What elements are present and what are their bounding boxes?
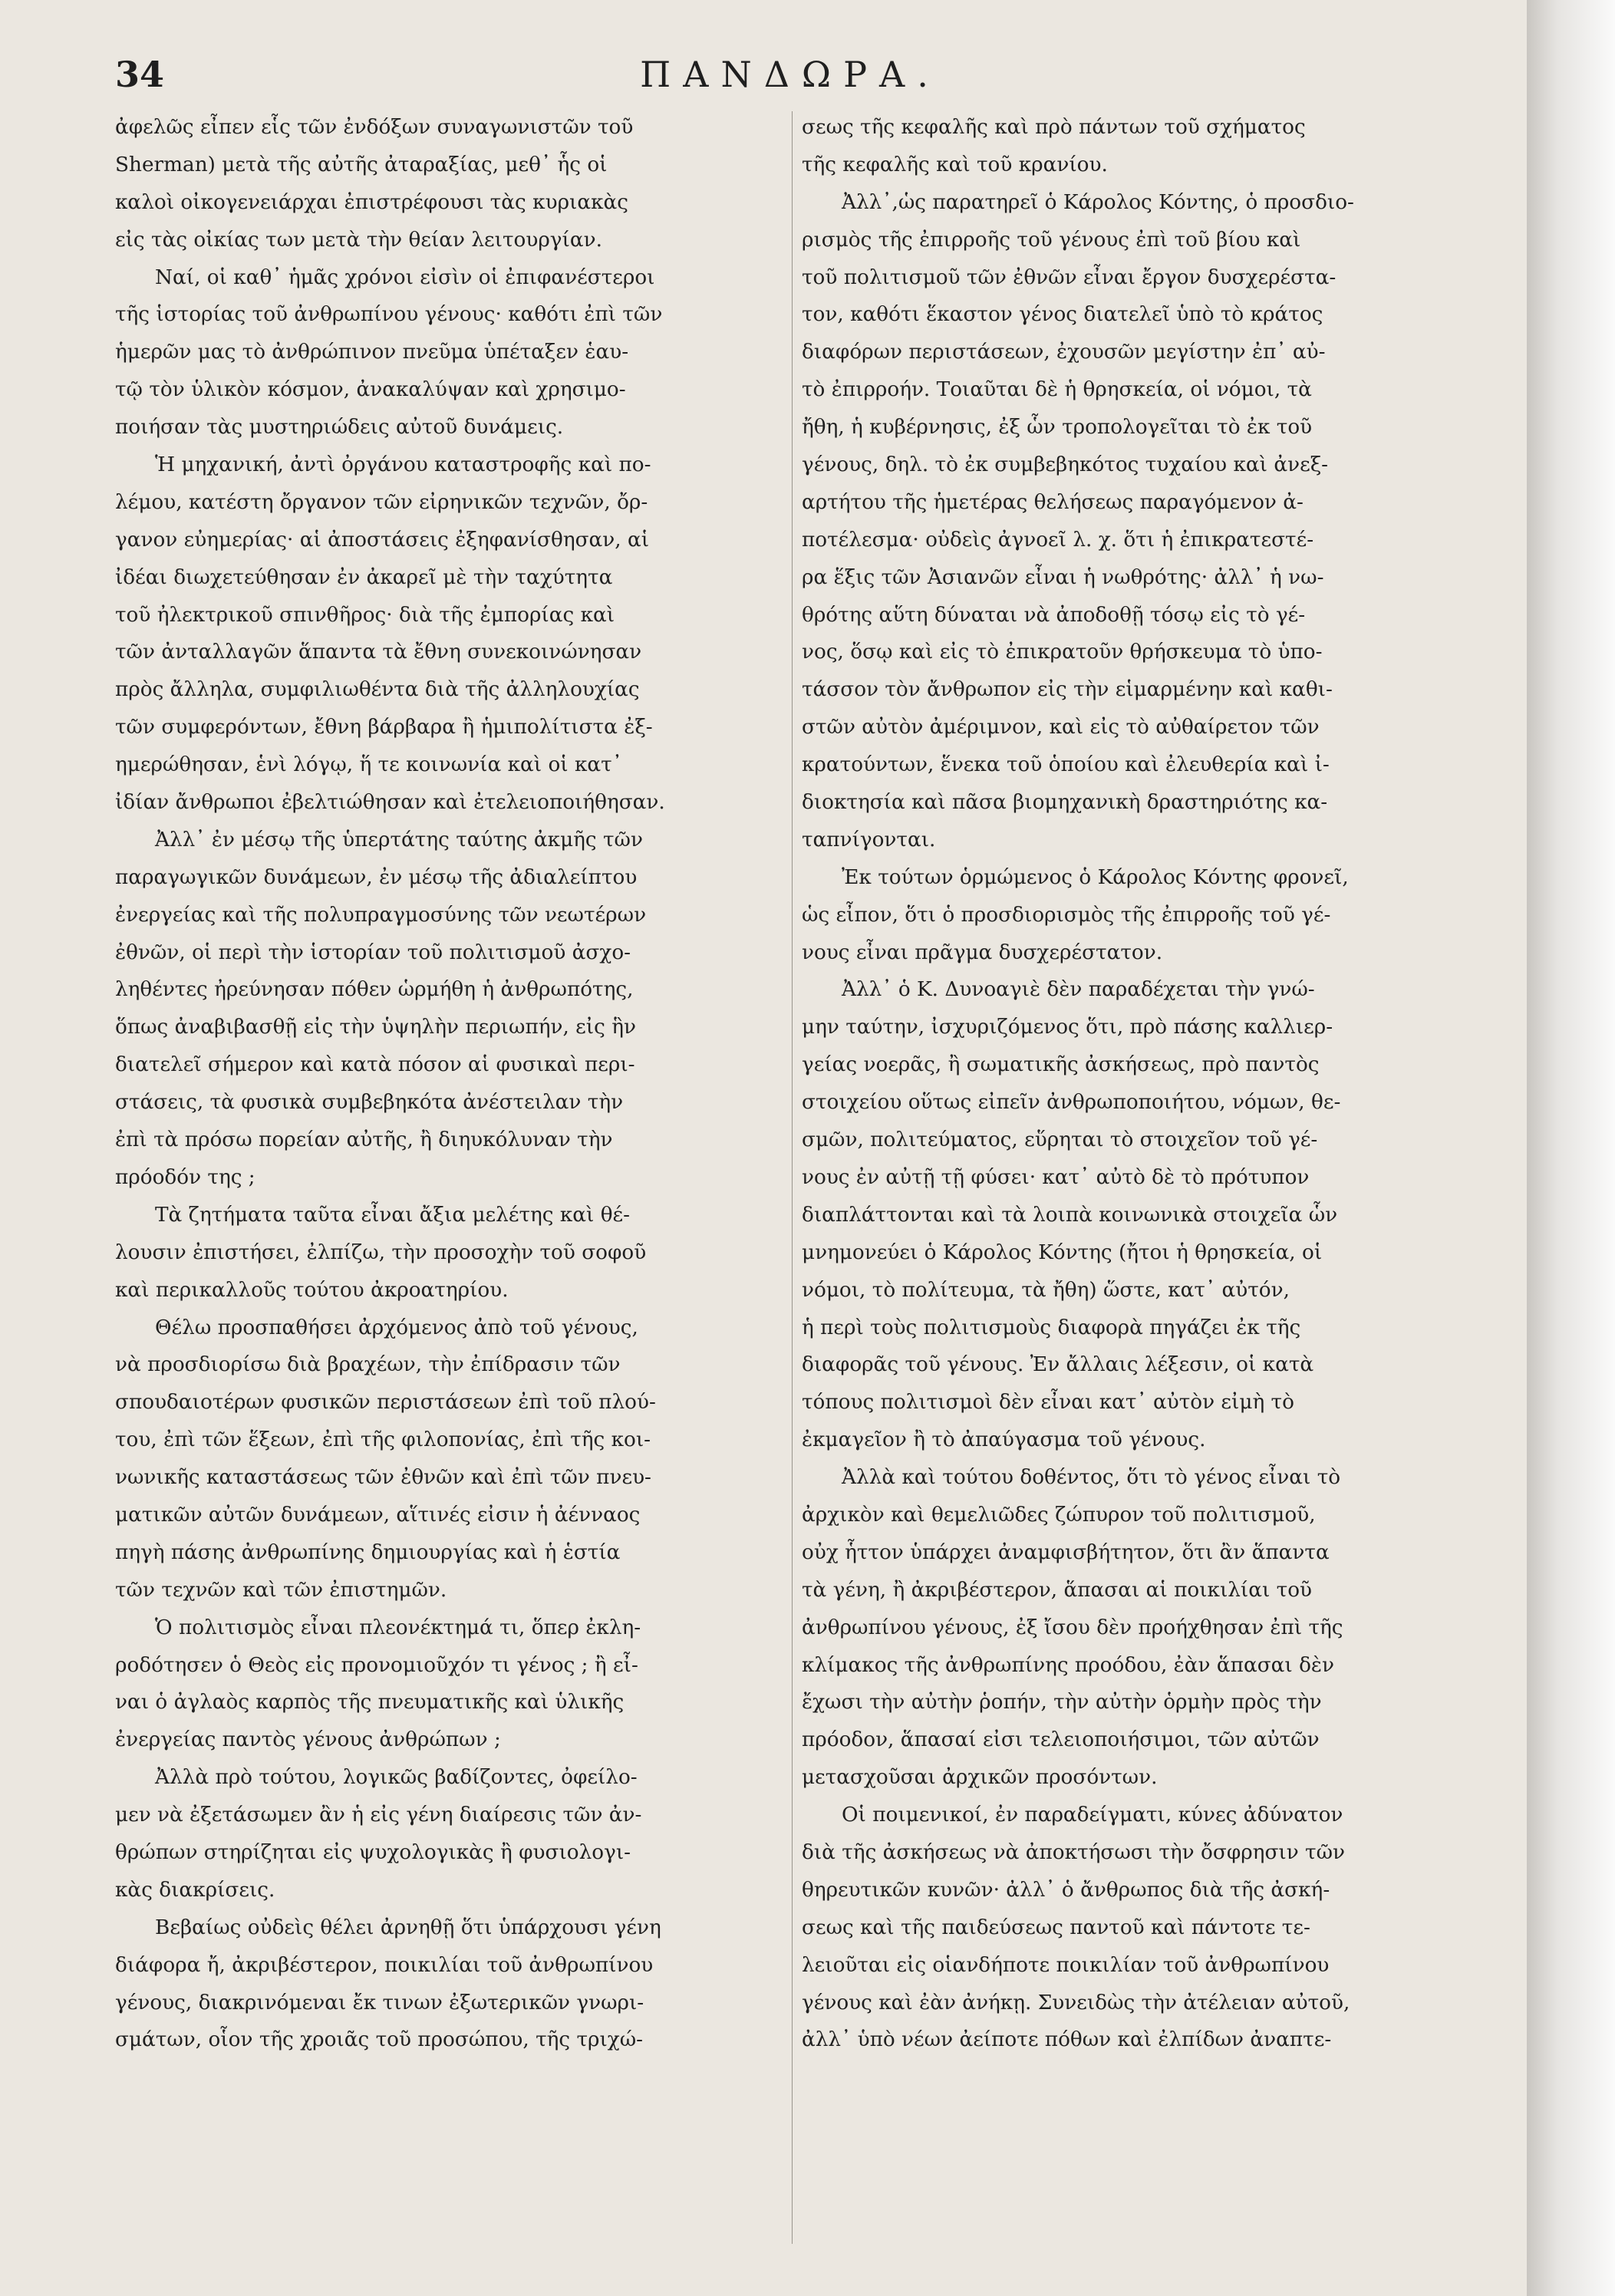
text-line: στῶν αὐτὸν ἀμέριμνον, καὶ εἰς τὸ αὐθαίρετον τῶν [802,716,1320,740]
text-line: νος, ὅσῳ καὶ εἰς τὸ ἐπικρατοῦν θρήσκευμα τὸ ὑπο- [802,641,1323,664]
text-line: διαπλάττονται καὶ τὰ λοιπὰ κοινωνικὰ στοιχεῖα ὧν [802,1203,1338,1227]
text-line: διαφόρων περιστάσεων, ἐχουσῶν μεγίστην ἐπ᾽ αὐ- [802,341,1326,364]
page-edge-shadow [1527,0,1615,2296]
column-divider [792,111,793,2244]
text-line: Τὰ ζητήματα ταῦτα εἶναι ἄξια μελέτης καὶ θέ- [155,1203,631,1227]
text-line: σπουδαιοτέρων φυσικῶν περιστάσεων ἐπὶ τοῦ πλού- [115,1391,656,1415]
text-line: πρὸς ἄλληλα, συμφιλιωθέντα διὰ τῆς ἀλληλουχίας [115,678,640,702]
text-line: ρα ἕξις τῶν Ἀσιανῶν εἶναι ἡ νωθρότης· ἀλλ᾽ ἡ νω- [802,565,1324,589]
text-line: γανον εὐημερίας· αἱ ἀποστάσεις ἐξηφανίσθησαν, αἱ [115,528,650,552]
text-line: ροδότησεν ὁ Θεὸς εἰς προνομιοῦχόν τι γένος ; ἢ εἶ- [115,1653,638,1677]
text-line: κὰς διακρίσεις. [115,1878,275,1902]
text-line: καλοὶ οἰκογενειάρχαι ἐπιστρέφουσι τὰς κυριακὰς [115,190,629,214]
text-line: ὡς εἶπον, ὅτι ὁ προσδιορισμὸς τῆς ἐπιρροῆς τοῦ γέ- [802,903,1331,927]
text-line: διάφορα ἤ, ἀκριβέστερον, ποικιλίαι τοῦ ἀνθρωπίνου [115,1953,654,1977]
page-header [115,48,1465,109]
text-line: κρατούντων, ἕνεκα τοῦ ὁποίου καὶ ἐλευθερία καὶ ἰ- [802,753,1330,777]
text-line: οὐχ ἧττον ὑπάρχει ἀναμφισβήτητον, ὅτι ἂν ἅπαντα [802,1540,1330,1564]
text-line: ταπνίγονται. [802,828,936,852]
text-line: διοκτησία καὶ πᾶσα βιομηχανικὴ δραστηριότης κα- [802,791,1328,815]
text-line: ἤθη, ἡ κυβέρνησις, ἐξ ὧν τροπολογεῖται τὸ ἐκ τοῦ [802,416,1313,440]
text-line: ρισμὸς τῆς ἐπιρροῆς τοῦ γένους ἐπὶ τοῦ βίου καὶ [802,228,1301,252]
text-line: μνημονεύει ὁ Κάρολος Κόντης (ἤτοι ἡ θρησκεία, οἱ [802,1240,1323,1264]
text-line: τὰ γένη, ἢ ἀκριβέστερον, ἅπασαι αἱ ποικιλίαι τοῦ [802,1578,1313,1602]
text-line: λέμου, κατέστη ὄργανον τῶν εἰρηνικῶν τεχνῶν, ὄρ- [115,490,648,514]
text-line: θρώπων στηρίζηται εἰς ψυχολογικὰς ἢ φυσιολογι- [115,1840,631,1864]
text-line: παραγωγικῶν δυνάμεων, ἐν μέσῳ τῆς ἀδιαλείπτου [115,865,638,889]
page-number: 34 [115,54,165,95]
text-line: Θέλω προσπαθήσει ἀρχόμενος ἀπὸ τοῦ γένους, [155,1316,638,1339]
text-line: νωνικῆς καταστάσεως τῶν ἐθνῶν καὶ ἐπὶ τῶν πνευ- [115,1466,651,1490]
text-line: διατελεῖ σήμερον καὶ κατὰ πόσον αἱ φυσικαὶ περι- [115,1053,635,1077]
text-line: ἐνεργείας παντὸς γένους ἀνθρώπων ; [115,1728,501,1752]
text-line: διὰ τῆς ἀσκήσεως νὰ ἀποκτήσωσι τὴν ὄσφρησιν τῶν [802,1840,1346,1864]
text-line: στάσεις, τὰ φυσικὰ συμβεβηκότα ἀνέστειλαν τὴν [115,1091,624,1115]
text-line: Ἡ μηχανική, ἀντὶ ὀργάνου καταστροφῆς καὶ πο- [155,453,651,477]
text-line: γένους, δηλ. τὸ ἐκ συμβεβηκότος τυχαίου καὶ ἀνεξ- [802,453,1329,477]
text-line: ματικῶν αὐτῶν δυνάμεων, αἵτινές εἰσιν ἡ ἀένναος [115,1503,641,1527]
text-line: τοῦ πολιτισμοῦ τῶν ἐθνῶν εἶναι ἔργον δυσχερέστα- [802,265,1336,289]
text-line: ληθέντες ἠρεύνησαν πόθεν ὡρμήθη ἡ ἀνθρωπότης, [115,978,634,1002]
text-line: ἐκμαγεῖον ἢ τὸ ἀπαύγασμα τοῦ γένους. [802,1428,1206,1452]
text-line: τον, καθότι ἕκαστον γένος διατελεῖ ὑπὸ τὸ κράτος [802,303,1323,327]
text-line: μην ταύτην, ἰσχυριζόμενος ὅτι, πρὸ πάσης καλλιερ- [802,1016,1333,1039]
text-line: Οἱ ποιμενικοί, ἐν παραδείγματι, κύνες ἀδύνατον [842,1804,1343,1827]
text-line: λουσιν ἐπιστήσει, ἐλπίζω, τὴν προσοχὴν τοῦ σοφοῦ [115,1240,647,1264]
text-line: Ἐκ τούτων ὁρμώμενος ὁ Κάρολος Κόντης φρονεῖ, [842,865,1349,889]
text-line: σεως καὶ τῆς παιδεύσεως παντοῦ καὶ πάντοτε τε- [802,1916,1310,1939]
text-line: ποτέλεσμα· οὐδεὶς ἀγνοεῖ λ. χ. ὅτι ἡ ἐπικρατεστέ- [802,528,1314,552]
text-line: ημερώθησαν, ἑνὶ λόγῳ, ἥ τε κοινωνία καὶ οἱ κατ᾽ [115,753,622,777]
text-line: Ἀλλὰ καὶ τούτου δοθέντος, ὅτι τὸ γένος εἶναι τὸ [842,1466,1341,1490]
text-line: λειοῦται εἰς οἱανδήποτε ποικιλίαν τοῦ ἀνθρωπίνου [802,1953,1330,1977]
text-line: στοιχείου οὕτως εἰπεῖν ἀνθρωποποιήτου, νόμων, θε- [802,1091,1341,1115]
text-line: Ὁ πολιτισμὸς εἶναι πλεονέκτημά τι, ὅπερ ἐκλη- [155,1616,641,1639]
text-line: ναι ὁ ἀγλαὸς καρπὸς τῆς πνευματικῆς καὶ ὑλικῆς [115,1691,625,1715]
text-line: καὶ περικαλλοῦς τούτου ἀκροατηρίου. [115,1278,509,1302]
text-line: Ἀλλ᾽ ἐν μέσῳ τῆς ὑπερτάτης ταύτης ἀκμῆς τῶν [155,828,643,852]
text-line: εἰς τὰς οἰκίας των μετὰ τὴν θείαν λειτουργίαν. [115,228,602,252]
text-line: σεως τῆς κεφαλῆς καὶ πρὸ πάντων τοῦ σχήματος [802,116,1306,139]
text-line: τῆς κεφαλῆς καὶ τοῦ κρανίου. [802,153,1108,176]
text-line: νὰ προσδιορίσω διὰ βραχέων, τὴν ἐπίδρασιν τῶν [115,1353,621,1377]
text-line: πρόοδον, ἅπασαί εἰσι τελειοποιήσιμοι, τῶν αὐτῶν [802,1728,1320,1752]
text-line: Ἀλλὰ πρὸ τούτου, λογικῶς βαδίζοντες, ὀφείλο- [155,1766,638,1790]
text-line: Ἀλλ᾽ ὁ Κ. Δυνοαγιὲ δὲν παραδέχεται τὴν γνώ- [842,978,1315,1002]
text-line: Ναί, οἱ καθ᾽ ἡμᾶς χρόνοι εἰσὶν οἱ ἐπιφανέστεροι [155,265,655,289]
text-line: θρότης αὕτη δύναται νὰ ἀποδοθῇ τόσῳ εἰς τὸ γέ- [802,603,1306,627]
text-line: τῷ τὸν ὑλικὸν κόσμον, ἀνακαλύψαν καὶ χρησιμο- [115,378,626,402]
text-line: γένους, διακρινόμεναι ἔκ τινων ἐξωτερικῶν γνωρι- [115,1991,644,2014]
left-column [115,109,783,2059]
text-line: ἀλλ᾽ ὑπὸ νέων ἀείποτε πόθων καὶ ἐλπίδων ἀναπτε- [802,2028,1332,2052]
text-line: γείας νοερᾶς, ἢ σωματικῆς ἀσκήσεως, πρὸ παντὸς [802,1053,1320,1077]
text-line: ποιήσαν τὰς μυστηριώδεις αὐτοῦ δυνάμεις. [115,416,564,440]
text-line: τὸ ἐπιρροήν. Τοιαῦται δὲ ἡ θρησκεία, οἱ νόμοι, τὰ [802,378,1312,402]
text-line: διαφορᾶς τοῦ γένους. Ἐν ἄλλαις λέξεσιν, οἱ κατὰ [802,1353,1314,1377]
text-line: πρόοδόν της ; [115,1165,255,1189]
text-line: τάσσον τὸν ἄνθρωπον εἰς τὴν εἱμαρμένην καὶ καθι- [802,678,1333,702]
text-line: Sherman) μετὰ τῆς αὐτῆς ἀταραξίας, μεθ᾽ ἧς οἱ [115,153,608,176]
text-line: τῶν ἀνταλλαγῶν ἅπαντα τὰ ἔθνη συνεκοινώνησαν [115,641,642,664]
text-line: τῆς ἱστορίας τοῦ ἀνθρωπίνου γένους· καθότι ἐπὶ τῶν [115,303,663,327]
text-line: ἐνεργείας καὶ τῆς πολυπραγμοσύνης τῶν νεωτέρων [115,903,647,927]
text-line: του, ἐπὶ τῶν ἕξεων, ἐπὶ τῆς φιλοπονίας, ἐπὶ τῆς κοι- [115,1428,651,1452]
text-line: ἐπὶ τὰ πρόσω πορείαν αὐτῆς, ἢ διηυκόλυναν τὴν [115,1128,613,1152]
text-line: μετασχοῦσαι ἀρχικῶν προσόντων. [802,1766,1158,1790]
text-line: τῶν συμφερόντων, ἔθνη βάρβαρα ἢ ἡμιπολίτιστα ἐξ- [115,716,653,740]
text-line: νόμοι, τὸ πολίτευμα, τὰ ἤθη) ὥστε, κατ᾽ αὐτόν, [802,1278,1290,1302]
text-line: θηρευτικῶν κυνῶν· ἀλλ᾽ ὁ ἄνθρωπος διὰ τῆς ἀσκή- [802,1878,1330,1902]
text-line: αρτήτου τῆς ἡμετέρας θελήσεως παραγόμενον ἀ- [802,490,1304,514]
text-line: τόπους πολιτισμοὶ δὲν εἶναι κατ᾽ αὐτὸν εἰμὴ τὸ [802,1391,1294,1415]
text-line: σμῶν, πολιτεύματος, εὕρηται τὸ στοιχεῖον τοῦ γέ- [802,1128,1318,1152]
text-line: πηγὴ πάσης ἀνθρωπίνης δημιουργίας καὶ ἡ ἑστία [115,1540,621,1564]
text-line: τοῦ ἠλεκτρικοῦ σπινθῆρος· διὰ τῆς ἐμπορίας καὶ [115,603,615,627]
text-line: ἡμερῶν μας τὸ ἀνθρώπινον πνεῦμα ὑπέταξεν ἑαυ- [115,341,629,364]
text-line: ἔχωσι τὴν αὐτὴν ῥοπήν, τὴν αὐτὴν ὁρμὴν πρὸς τὴν [802,1691,1322,1715]
text-line: Ἀλλ᾽,ὡς παρατηρεῖ ὁ Κάρολος Κόντης, ὁ προσδιο- [842,190,1354,214]
text-line: ἐθνῶν, οἱ περὶ τὴν ἱστορίαν τοῦ πολιτισμοῦ ἀσχο- [115,940,631,964]
text-line: ἡ περὶ τοὺς πολιτισμοὺς διαφορὰ πηγάζει ἐκ τῆς [802,1316,1301,1339]
text-line: ἀφελῶς εἶπεν εἷς τῶν ἐνδόξων συναγωνιστῶν τοῦ [115,116,634,139]
text-line: κλίμακος τῆς ἀνθρωπίνης προόδου, ἐὰν ἅπασαι δὲν [802,1653,1335,1677]
text-line: μεν νὰ ἐξετάσωμεν ἂν ἡ εἰς γένη διαίρεσις τῶν ἀν- [115,1804,642,1827]
text-line: ὅπως ἀναβιβασθῇ εἰς τὴν ὑψηλὴν περιωπήν, εἰς ἣν [115,1016,636,1039]
text-line: τῶν τεχνῶν καὶ τῶν ἐπιστημῶν. [115,1578,447,1602]
text-line: νους εἶναι πρᾶγμα δυσχερέστατον. [802,940,1163,964]
text-line: Βεβαίως οὐδεὶς θέλει ἀρνηθῇ ὅτι ὑπάρχουσι γένη [155,1916,661,1939]
running-title: ΠΑΝΔΩΡΑ. [640,54,941,95]
text-line: ἰδέαι διωχετεύθησαν ἐν ἀκαρεῖ μὲ τὴν ταχύτητα [115,565,613,589]
text-line: γένους καὶ ἐὰν ἀνήκῃ. Συνειδὼς τὴν ἀτέλειαν αὐτοῦ, [802,1991,1350,2014]
text-line: ἀνθρωπίνου γένους, ἐξ ἴσου δὲν προήχθησαν ἐπὶ τῆς [802,1616,1343,1639]
text-line: ἰδίαν ἄνθρωποι ἐβελτιώθησαν καὶ ἐτελειοποιήθησαν. [115,791,665,815]
text-line: σμάτων, οἷον τῆς χροιᾶς τοῦ προσώπου, τῆς τριχώ- [115,2028,644,2052]
text-line: ἀρχικὸν καὶ θεμελιῶδες ζώπυρον τοῦ πολιτισμοῦ, [802,1503,1316,1527]
right-column [802,109,1469,2059]
text-line: νους ἐν αὐτῇ τῇ φύσει· κατ᾽ αὐτὸ δὲ τὸ πρότυπον [802,1165,1310,1189]
